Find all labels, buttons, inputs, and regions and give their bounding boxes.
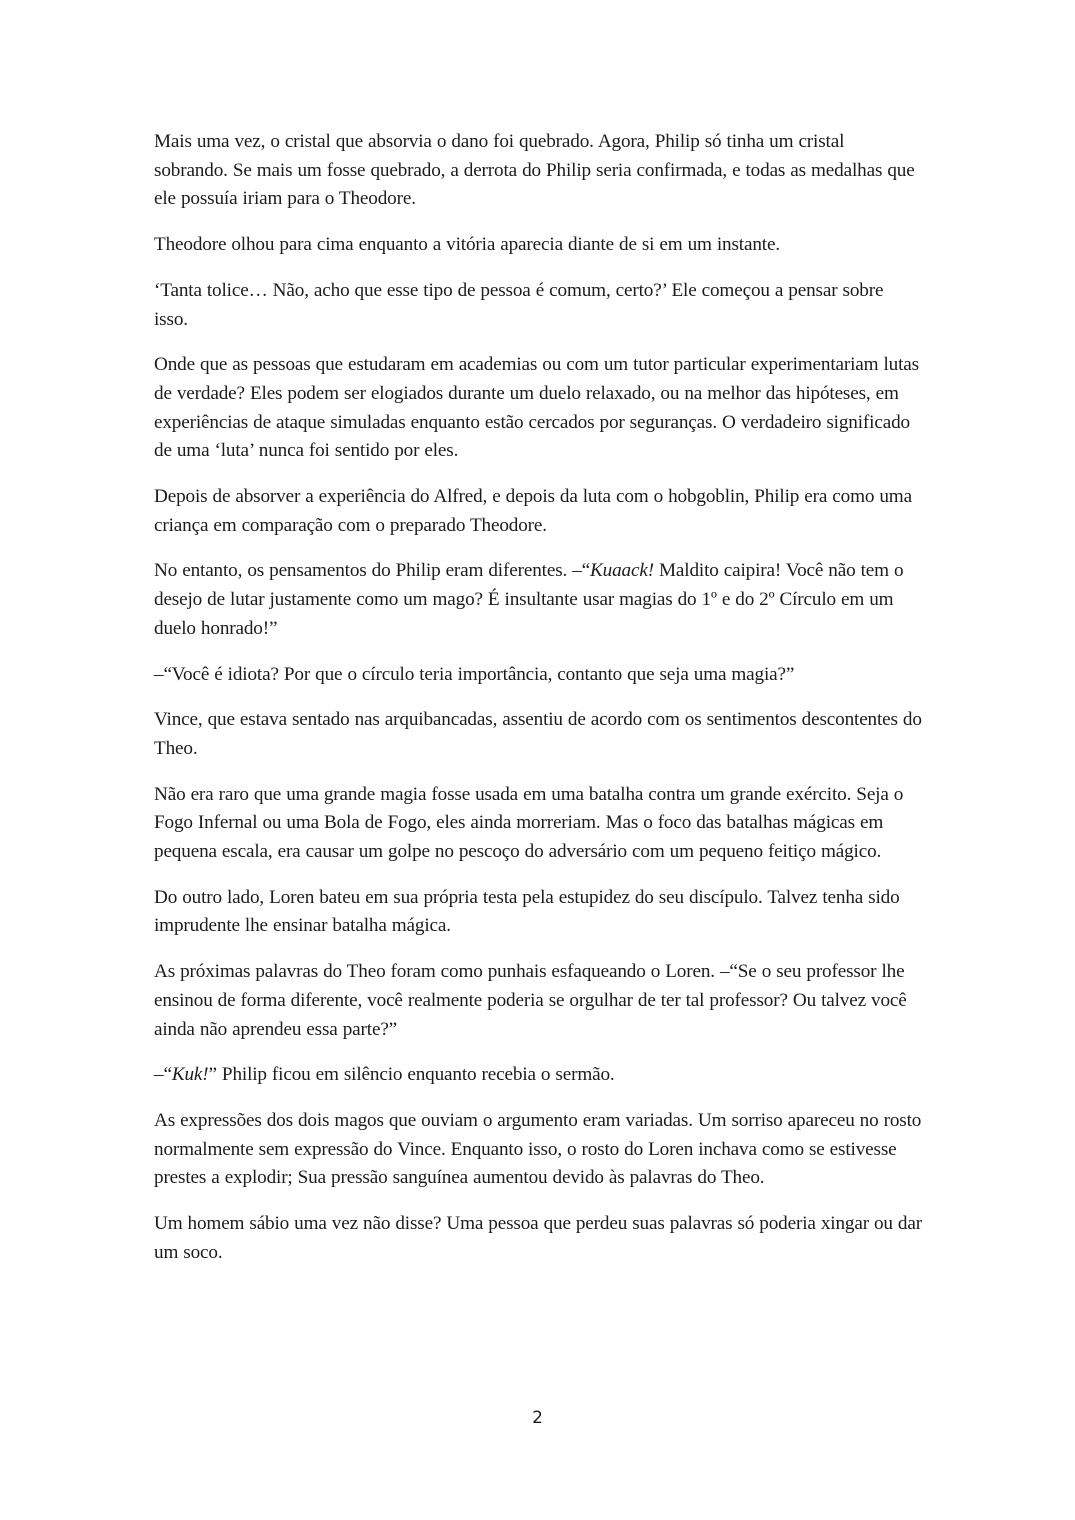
paragraph [154,1061,922,1090]
text-run: –“ [154,1064,172,1086]
paragraph: Vince, que estava sentado nas arquibancadas, assentiu de acordo com os sentimentos descontentes do Theo. [154,709,922,759]
paragraph: –“Você é idiota? Por que o círculo teria importância, contanto que seja uma magia?” [154,663,795,685]
paragraph: ‘Tanta tolice… Não, acho que esse tipo de pessoa é comum, certo?’ Ele começou a pensar sobre isso. [154,279,884,330]
paragraph: Do outro lado, Loren bateu em sua própria testa pela estupidez do seu discípulo. Talvez tenha sido imprudente lhe ensinar batalha mágica. [154,886,900,937]
paragraph: Um homem sábio uma vez não disse? Uma pessoa que perdeu suas palavras só poderia xingar ou dar um soco. [154,1213,922,1263]
paragraph: As expressões dos dois magos que ouviam o argumento eram variadas. Um sorriso apareceu no rosto normalmente sem expressão do Vince. Enquanto isso, o rosto do Loren inchava como se estivesse prestes a explodir; Sua pressão sanguínea aumentou devido às palavras do Theo. [154,1109,922,1189]
italic-text: Kuaack! [590,560,654,582]
paragraph [154,557,922,643]
italic-text: Kuk! [171,1064,209,1086]
text-run: Maldito caipira! Você não tem o desejo de lutar justamente como um mago? É insultante usar magias do 1º e do 2º Círculo em um duelo honrado!” [154,560,904,639]
paragraph: Depois de absorver a experiência do Alfred, e depois da luta com o hobgoblin, Philip era como uma criança em comparação com o preparado Theodore. [154,486,912,536]
page-number: 2 [532,1408,543,1428]
paragraph: As próximas palavras do Theo foram como punhais esfaqueando o Loren. –“Se o seu professor lhe ensinou de forma diferente, você realmente poderia se orgulhar de ter tal professor? Ou talvez você ainda não aprendeu essa parte?” [154,961,907,1040]
text-run: ” Philip ficou em silêncio enquanto recebia o sermão. [208,1064,615,1086]
page-body [154,128,922,1285]
paragraph: Mais uma vez, o cristal que absorvia o dano foi quebrado. Agora, Philip só tinha um cristal sobrando. Se mais um fosse quebrado, a derrota do Philip seria confirmada, e todas as medalhas que ele possuía iriam para o Theodore. [154,131,915,210]
text-run: No entanto, os pensamentos do Philip eram diferentes. –“ [154,560,591,582]
paragraph: Onde que as pessoas que estudaram em academias ou com um tutor particular experimentariam lutas de verdade? Eles podem ser elogiados durante um duelo relaxado, ou na melhor das hipóteses, em experiências de ataque simuladas enquanto estão cercados por seguranças. O verdadeiro significado de uma ‘luta’ nunca foi sentido por eles. [154,354,919,462]
paragraph: Não era raro que uma grande magia fosse usada em uma batalha contra um grande exército. Seja o Fogo Infernal ou uma Bola de Fogo, eles ainda morreriam. Mas o foco das batalhas mágicas em pequena escala, era causar um golpe no pescoço do adversário com um pequeno feitiço mágico. [154,783,904,863]
paragraph: Theodore olhou para cima enquanto a vitória aparecia diante de si em um instante. [154,234,780,256]
